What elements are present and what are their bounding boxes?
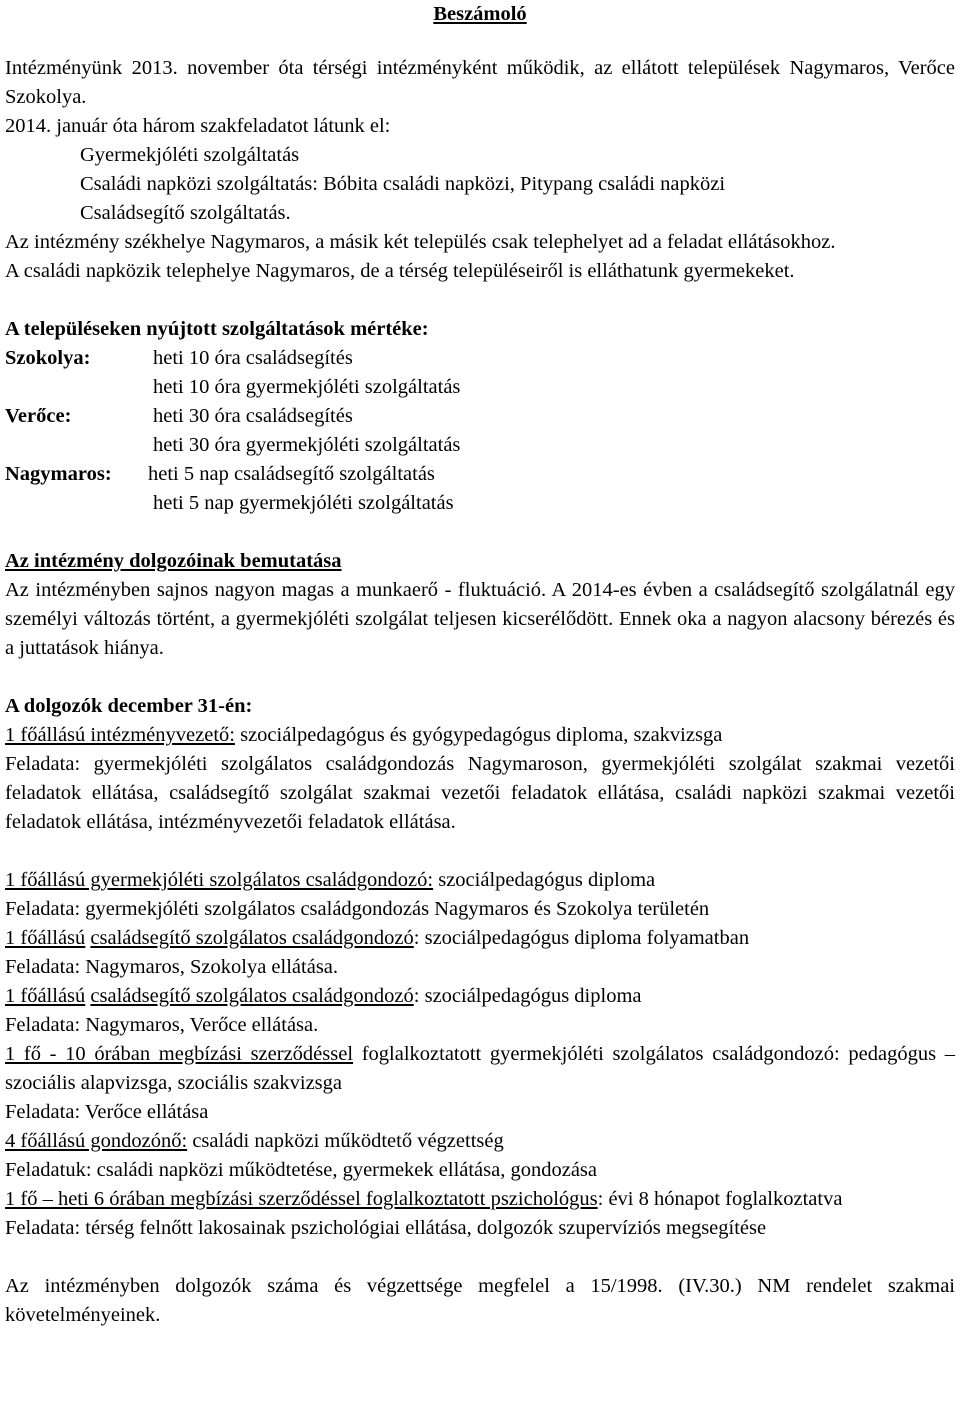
intro-paragraph-1: Intézményünk 2013. november óta térségi intézményként működik, az ellátott települések Nagymaros, Verőce Szokolya. xyxy=(5,57,955,108)
employee-entry xyxy=(5,866,955,895)
employee-qualification: foglalkoztatott gyermekjóléti szolgálatos családgondozó: pedagógus – szociális alapvizsga, szociális szakvizsga xyxy=(5,1043,955,1094)
service-town-label xyxy=(5,489,153,518)
employee-role-detail: családsegítő szolgálatos családgondozó xyxy=(90,927,414,949)
service-row xyxy=(5,344,955,373)
employee-task: Feladata: térség felnőtt lakosainak pszichológiai ellátása, dolgozók szupervíziós megsegítése xyxy=(5,1217,767,1239)
document-title: Beszámoló xyxy=(433,3,527,25)
employee-entry xyxy=(5,721,955,750)
employee-role: 1 főállású xyxy=(5,927,86,949)
intro-paragraph-4: A családi napközik telephelye Nagymaros, de a térség településeiről is elláthatunk gyermekeket. xyxy=(5,260,795,282)
services-heading: A településeken nyújtott szolgáltatások mértéke: xyxy=(5,318,429,340)
employee-task: Feladata: Nagymaros, Verőce ellátása. xyxy=(5,1014,319,1036)
service-value: heti 10 óra gyermekjóléti szolgáltatás xyxy=(153,376,461,398)
employee-role: 1 fő - 10 órában megbízási szerződéssel xyxy=(5,1043,354,1065)
employee-entry xyxy=(5,924,955,953)
service-value: heti 30 óra családsegítés xyxy=(153,405,353,427)
employee-qualification: szociálpedagógus diploma xyxy=(433,869,656,891)
service-row xyxy=(5,489,955,518)
service-town-label: Nagymaros: xyxy=(5,463,112,485)
employee-role: 1 főállású xyxy=(5,985,86,1007)
task-item: Családsegítő szolgáltatás. xyxy=(80,202,291,224)
staff-intro-paragraph: Az intézményben sajnos nagyon magas a munkaerő - fluktuáció. A 2014-es évben a családsegítő szolgálatnál egy személyi változás történt, a gyermekjóléti szolgálat teljesen kicserélődött. Ennek oka a nagyon alacsony bérezés és a juttatások hiánya. xyxy=(5,579,955,659)
service-value: heti 5 nap gyermekjóléti szolgáltatás xyxy=(153,492,454,514)
task-item: Családi napközi szolgáltatás: Bóbita családi napközi, Pitypang családi napközi xyxy=(80,173,726,195)
service-town-label: Verőce: xyxy=(5,405,72,427)
service-value: heti 30 óra gyermekjóléti szolgáltatás xyxy=(153,434,461,456)
employee-task: Feladata: gyermekjóléti szolgálatos családgondozás Nagymaroson, gyermekjóléti szolgálat szakmai vezetői feladatok ellátása, családsegítő szolgálat szakmai vezetői feladatok ellátása, családi napközi szakmai vezetői feladatok ellátása, intézményvezetői feladatok ellátása. xyxy=(5,753,955,833)
service-row xyxy=(5,373,955,402)
employee-entry xyxy=(5,1185,955,1214)
employee-qualification: : szociálpedagógus diploma xyxy=(413,985,642,1007)
employee-qualification: : szociálpedagógus diploma folyamatban xyxy=(413,927,750,949)
service-row xyxy=(5,431,955,460)
staff-intro-heading: Az intézmény dolgozóinak bemutatása xyxy=(5,550,342,572)
employee-role: 1 főállású intézményvezető: xyxy=(5,724,235,746)
service-town-label xyxy=(5,373,153,402)
employee-task: Feladatuk: családi napközi működtetése, gyermekek ellátása, gondozása xyxy=(5,1159,598,1181)
task-item: Gyermekjóléti szolgáltatás xyxy=(80,144,300,166)
intro-paragraph-3: Az intézmény székhelye Nagymaros, a másik két település csak telephelyet ad a feladat ellátásokhoz. xyxy=(5,231,836,253)
closing-paragraph: Az intézményben dolgozók száma és végzettsége megfelel a 15/1998. (IV.30.) NM rendelet szakmai követelményeinek. xyxy=(5,1275,955,1326)
employee-task: Feladata: Nagymaros, Szokolya ellátása. xyxy=(5,956,339,978)
employee-role: 4 főállású gondozónő: xyxy=(5,1130,188,1152)
employee-qualification: : évi 8 hónapot foglalkoztatva xyxy=(597,1188,843,1210)
employee-qualification: családi napközi működtető végzettség xyxy=(187,1130,504,1152)
employee-task: Feladata: Verőce ellátása xyxy=(5,1101,209,1123)
service-town-label: Szokolya: xyxy=(5,347,91,369)
employee-role: 1 főállású gyermekjóléti szolgálatos családgondozó: xyxy=(5,869,434,891)
service-town-label xyxy=(5,431,153,460)
employee-role-detail: családsegítő szolgálatos családgondozó xyxy=(90,985,414,1007)
employee-role: 1 fő – heti 6 órában megbízási szerződéssel foglalkoztatott pszichológus xyxy=(5,1188,598,1210)
employee-qualification: szociálpedagógus és gyógypedagógus diploma, szakvizsga xyxy=(234,724,723,746)
service-row xyxy=(5,460,955,489)
service-value: heti 5 nap családsegítő szolgáltatás xyxy=(148,463,435,485)
employee-task: Feladata: gyermekjóléti szolgálatos családgondozás Nagymaros és Szokolya területén xyxy=(5,898,710,920)
employee-entry xyxy=(5,1040,955,1098)
staff-heading: A dolgozók december 31-én: xyxy=(5,695,253,717)
document-page xyxy=(5,0,955,1330)
intro-paragraph-2: 2014. január óta három szakfeladatot látunk el: xyxy=(5,115,391,137)
service-row xyxy=(5,402,955,431)
employee-entry xyxy=(5,982,955,1011)
employee-entry xyxy=(5,1127,955,1156)
service-value: heti 10 óra családsegítés xyxy=(153,347,353,369)
services-list xyxy=(5,344,955,518)
